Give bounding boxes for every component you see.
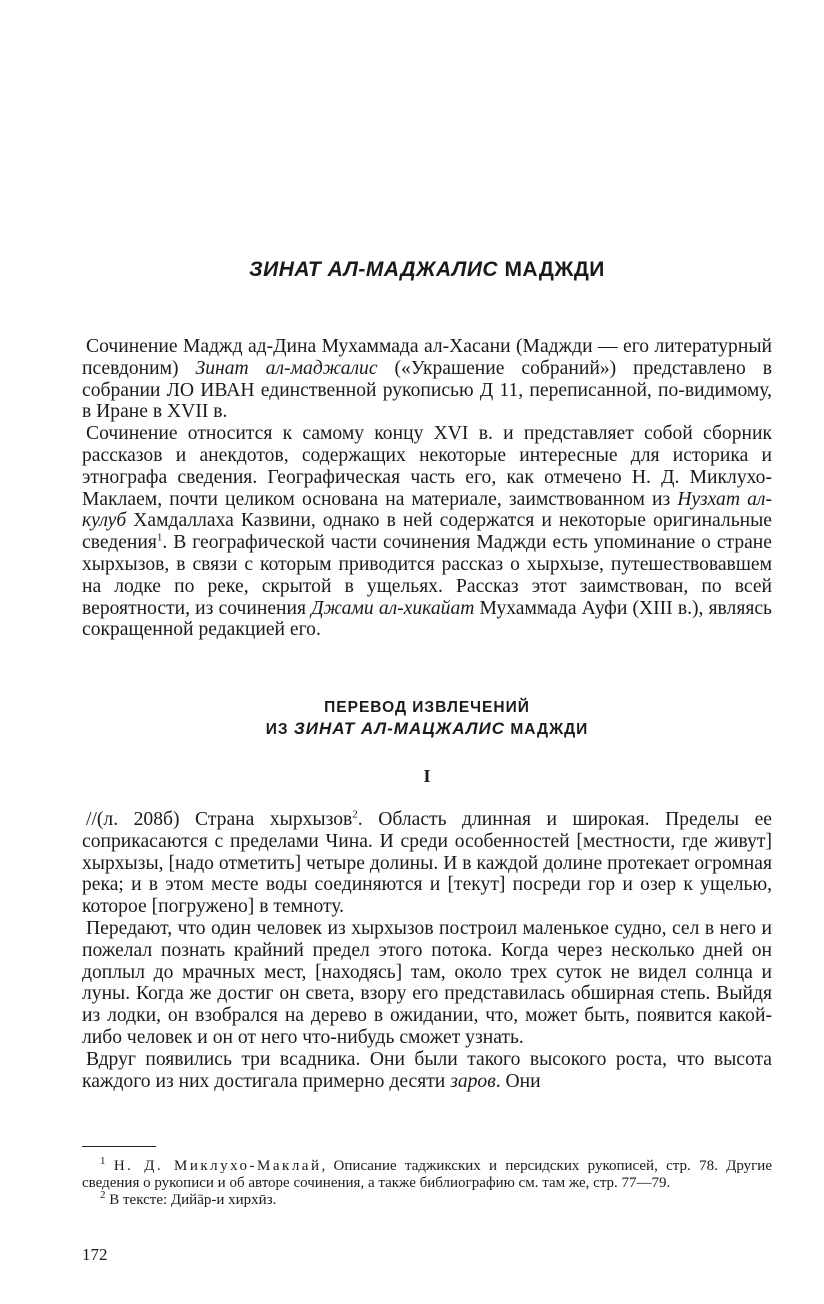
translation-p1-text-a: //(л. 208б) Страна хырхызов bbox=[86, 809, 353, 830]
intro-p1-italic: Зинат ал-маджалис bbox=[195, 357, 378, 379]
footnote-1 bbox=[82, 1155, 772, 1192]
intro-paragraph-2 bbox=[82, 423, 772, 641]
translation-p1-text-b: . Область длинная и широкая. Пределы ее соприкасаются с пределами Чина. И среди особенностей [местности, где живут] хырхызы, [надо отметить] четыре долины. И в каждой долине протекает огромная река; и в этом месте воды соединяются и [текут] посреди гор и озер к ущелью, которое [погружено] в темноту. bbox=[82, 809, 772, 918]
page-number: 172 bbox=[82, 1245, 108, 1264]
intro-paragraph-1 bbox=[82, 336, 772, 423]
intro-p2-text-b: Хамдаллаха Казвини, однако в ней содержатся и некоторые оригинальные сведения bbox=[82, 510, 772, 554]
intro-p2-text-c: . В географической части сочинения Маджди есть упоминание о стране хырхызов, в связи с которым приводится рассказ о хырхызе, путешествовавшем на лодке по реке, скрытой в ущельях. Рассказ этот заимствован, по всей вероятности, из сочинения bbox=[82, 532, 772, 619]
intro-p1-text-a: Сочинение Маджд ад-Дина Мухаммада ал-Хасани (Маджди — его литературный псевдоним) bbox=[82, 336, 772, 379]
translation-p3-text-b: . Они bbox=[495, 1070, 541, 1092]
section-heading-line-1: ПЕРЕВОД ИЗВЛЕЧЕНИЙ bbox=[324, 699, 530, 716]
translation-p3-italic: заров bbox=[450, 1070, 496, 1092]
footnote-2-text: В тексте: Дийāр-и хирхӣз. bbox=[109, 1191, 277, 1208]
footnotes bbox=[82, 1155, 772, 1208]
intro-p2-italic-1: Нузхат ал-кулуб bbox=[82, 488, 772, 532]
footnote-divider bbox=[82, 1146, 156, 1147]
section-heading bbox=[82, 697, 772, 740]
translation-paragraph-1 bbox=[82, 809, 772, 918]
intro-p1-text-b: («Украшение собраний») представлено в собрании ЛО ИВАН единственной рукописью Д 11, переписанной, по-видимому, в Иране в XVII в. bbox=[82, 357, 772, 423]
footnote-1-author: Н. Д. Миклухо-Маклай bbox=[113, 1158, 322, 1174]
footnote-ref-1[interactable]: 1 bbox=[156, 531, 163, 544]
intro-p2-text-a: Сочинение относится к самому концу XVI в. и представляет собой сборник рассказов и анекдотов, содержащих некоторые интересные для историка и этнографа сведения. Географическая часть его, как отмечено Н. Д. Миклухо-Маклаем, почти целиком основана на материале, заимствованном из bbox=[82, 423, 772, 510]
intro-p2-text-d: Мухаммада Ауфи (XIII в.), являясь сокращенной редакцией его. bbox=[82, 597, 772, 641]
title-plain: МАДЖДИ bbox=[498, 258, 605, 281]
footnote-2 bbox=[82, 1188, 772, 1209]
section-heading-line-2 bbox=[82, 718, 772, 740]
translation-p3-text-a: Вдруг появились три всадника. Они были такого высокого роста, что высота каждого из них достигала примерно десяти bbox=[82, 1048, 772, 1092]
footnote-ref-2[interactable]: 2 bbox=[352, 808, 358, 821]
translation-paragraph-2: Передают, что один человек из хырхызов построил маленькое судно, сел в него и пожелал познать крайний предел этого потока. Когда через несколько дней он доплыл до мрачных мест, [находясь] там, около трех суток не видел солнца и луны. Когда же достиг он света, взору его представилась обширная степь. Выйдя из лодки, он взобрался на дерево в ожидании, что, может быть, появится какой-либо человек и он от него что-нибудь сможет узнать. bbox=[82, 917, 772, 1048]
translation-paragraph-3 bbox=[82, 1049, 772, 1093]
section-number: I bbox=[423, 766, 431, 786]
heading-prefix: ИЗ bbox=[265, 721, 294, 738]
intro-p2-italic-2: Джами ал-хикайат bbox=[311, 597, 475, 619]
footnote-1-text: , Описание таджикских и персидских рукописей, стр. 78. Другие сведения о рукописи и об авторе сочинения, а также библиографию см. там же, стр. 77—79. bbox=[82, 1158, 772, 1191]
heading-italic: ЗИНАТ АЛ-МАЦЖАЛИС bbox=[293, 719, 506, 738]
page-title bbox=[82, 258, 772, 282]
intro-section bbox=[82, 336, 772, 641]
heading-suffix: МАДЖДИ bbox=[505, 721, 589, 738]
translation-section bbox=[82, 809, 772, 1092]
footnote-2-mark: 2 bbox=[100, 1188, 106, 1201]
title-italic: ЗИНАТ АЛ-МАДЖАЛИС bbox=[249, 258, 499, 281]
footnote-1-mark: 1 bbox=[100, 1155, 106, 1167]
